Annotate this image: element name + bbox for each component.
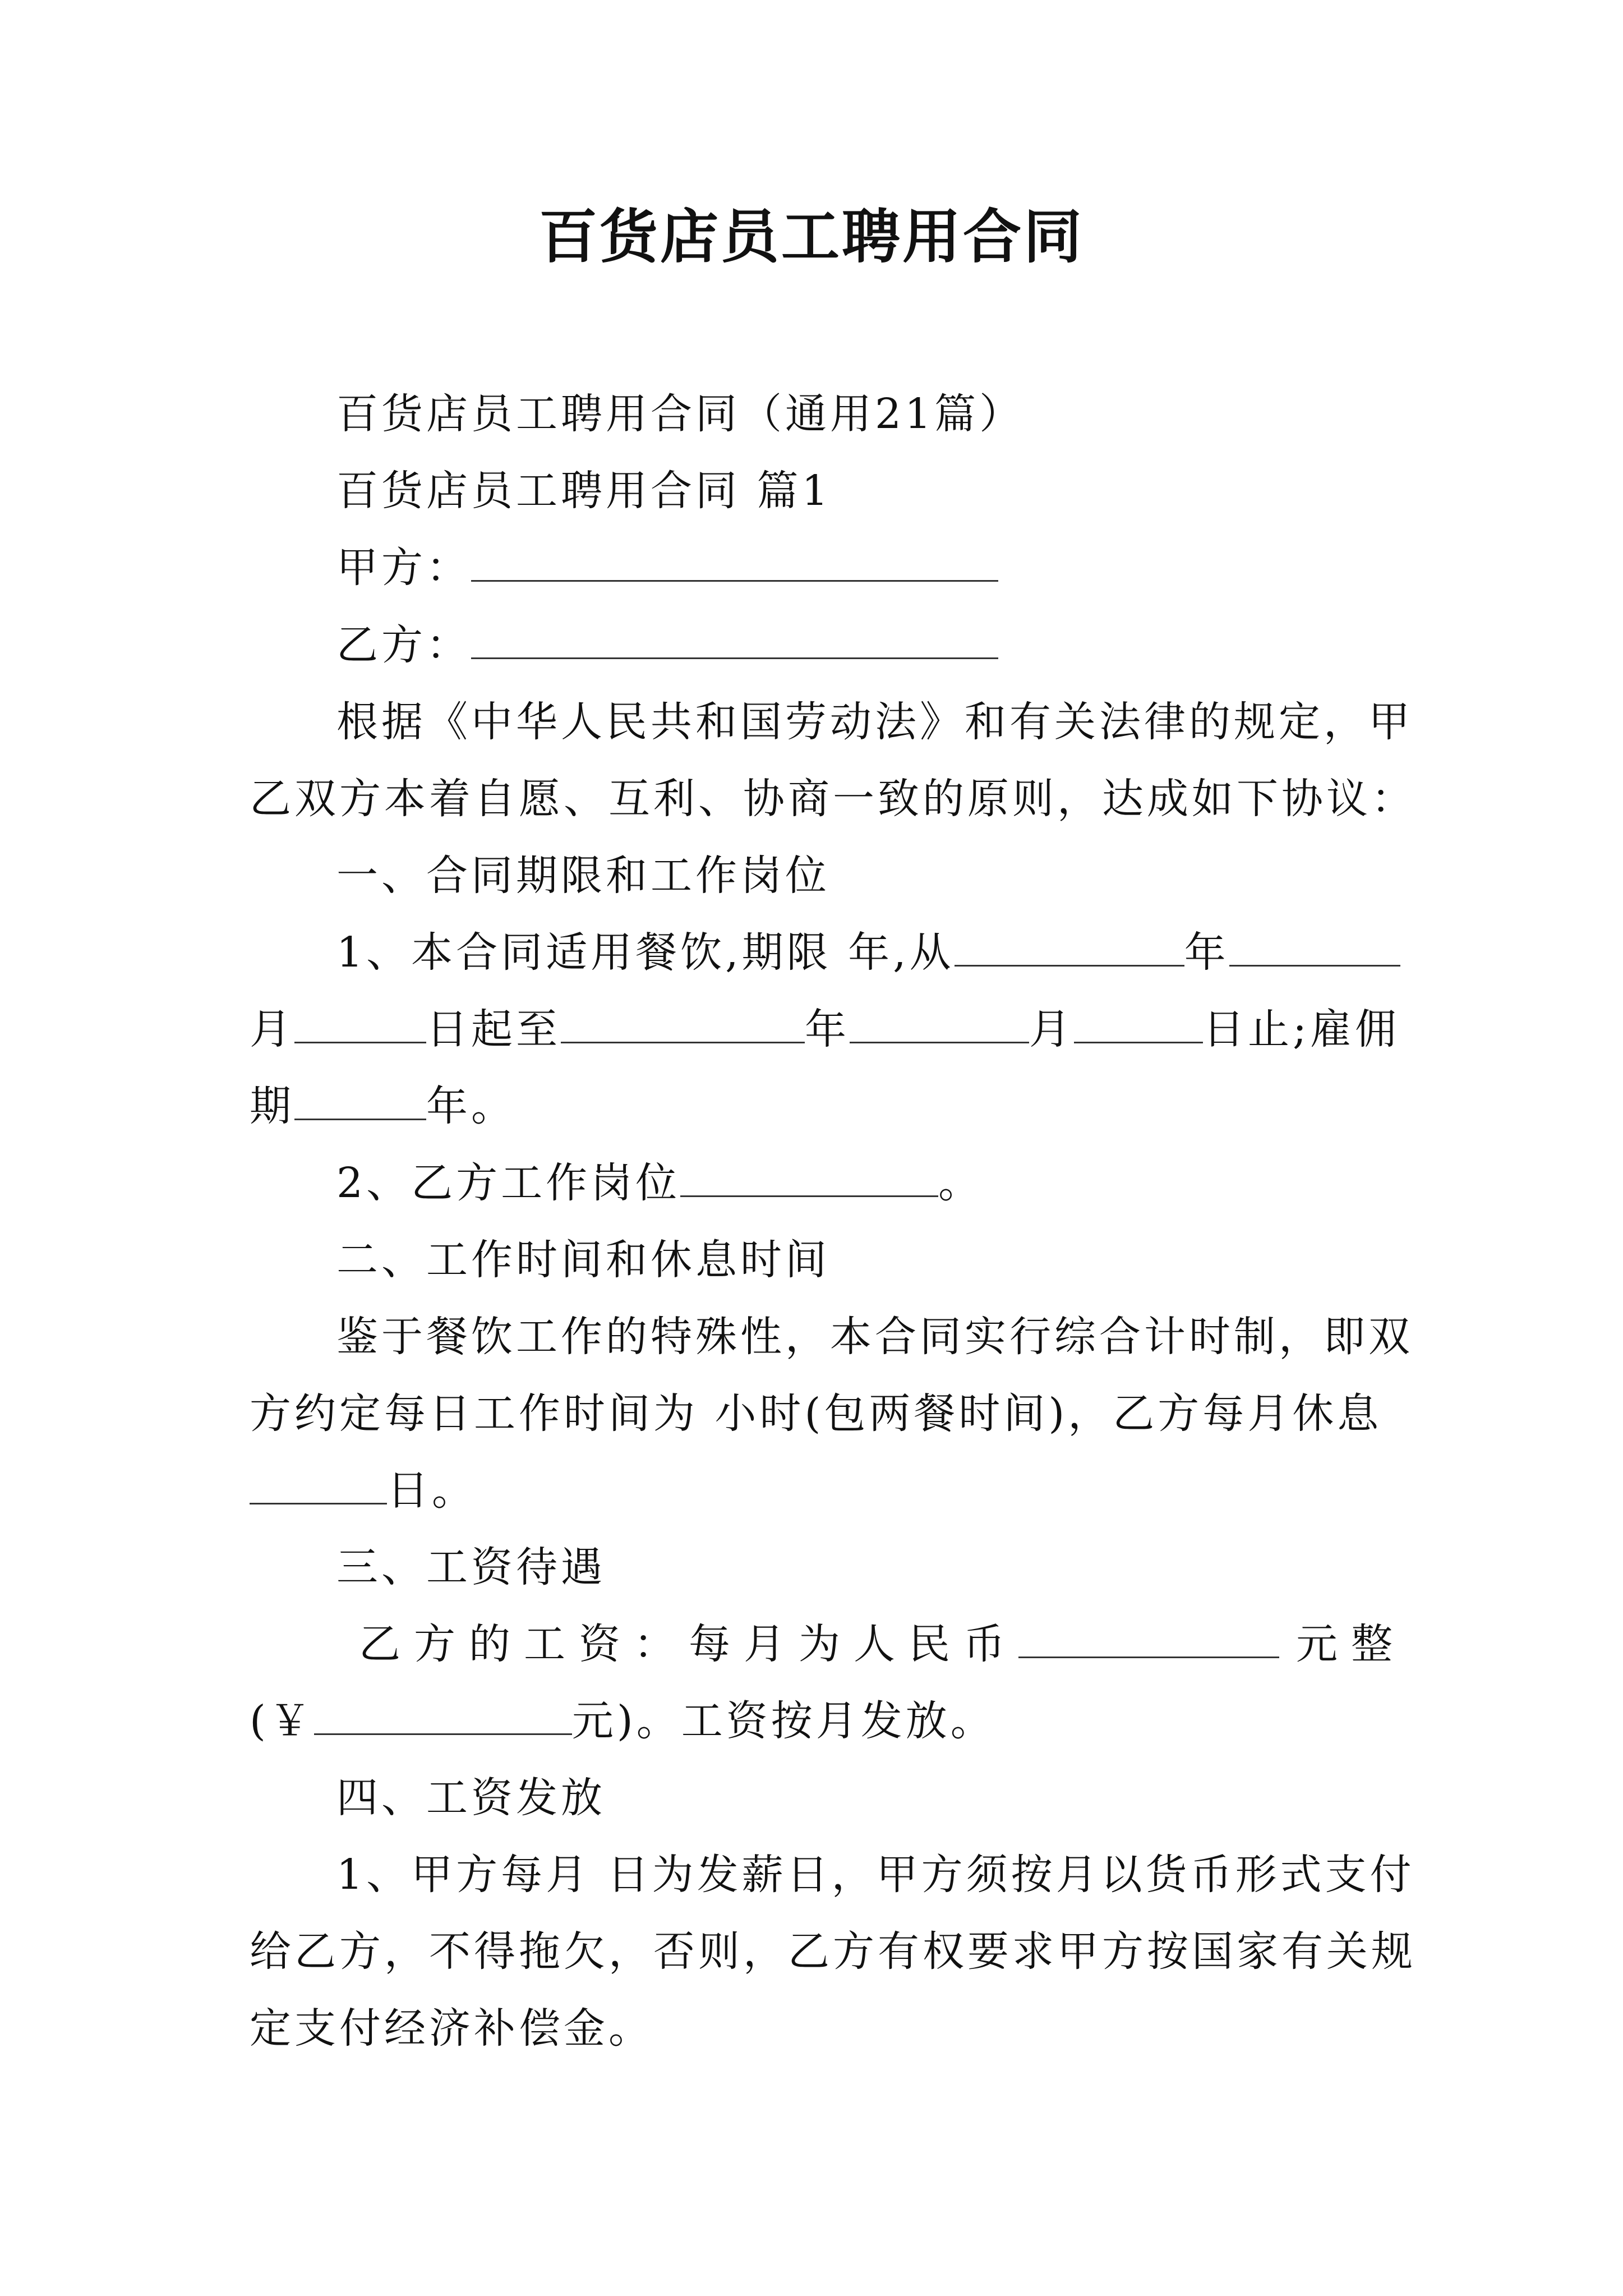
section-heading: 百货店员工聘用合同 篇1 — [336, 467, 832, 515]
clause-text: 元整 — [1296, 1620, 1406, 1668]
clause-1-1-line-1 — [336, 924, 1382, 981]
section-2-line-3 — [250, 1462, 1382, 1519]
clause-text: 年 — [805, 1005, 850, 1053]
clause-text: 年 — [1184, 928, 1229, 977]
intro-line-1: 根据《中华人民共和国劳动法》和有关法律的规定，甲 — [336, 698, 1413, 746]
rest-days-blank — [250, 1468, 387, 1504]
clause-text: 月 — [250, 1005, 294, 1053]
section-4-line-2: 给乙方，不得拖欠，否则，乙方有权要求甲方按国家有关规 — [250, 1927, 1416, 1976]
section-4-line-1: 1、甲方每月 日为发薪日，甲方须按月以货币形式支付 — [336, 1851, 1415, 1899]
clause-text: 月 — [1029, 1005, 1074, 1053]
party-a-label: 甲方： — [336, 544, 471, 592]
intro-line-2: 乙双方本着自愿、互利、协商一致的原则，达成如下协议： — [250, 775, 1416, 823]
section-2-line-2: 方约定每日工作时间为 小时(包两餐时间)，乙方每月休息 — [250, 1389, 1382, 1438]
start-year-blank — [955, 930, 1184, 967]
party-b-label: 乙方： — [336, 621, 471, 669]
document-subtitle: 百货店员工聘用合同（通用21篇） — [336, 390, 1025, 438]
end-day-blank — [1074, 1007, 1203, 1043]
end-year-blank — [561, 1007, 805, 1043]
section-3-line-2 — [250, 1693, 1382, 1749]
clause-text: 日。 — [387, 1466, 477, 1515]
end-month-blank — [850, 1007, 1029, 1043]
clause-text: 乙方的工资：每月为人民币 — [359, 1620, 1018, 1668]
employment-term-blank — [294, 1084, 426, 1120]
clause-1-1-line-2 — [250, 1001, 1400, 1057]
salary-figure-blank — [314, 1699, 572, 1735]
clause-text: 元)。工资按月发放。 — [571, 1697, 995, 1745]
start-month-blank — [1229, 930, 1400, 967]
section-3-line-1 — [359, 1616, 1406, 1672]
party-b-line — [336, 617, 1382, 673]
section-3-heading: 三、工资待遇 — [336, 1543, 606, 1591]
section-4-line-3: 定支付经济补偿金。 — [250, 2004, 653, 2053]
salary-blank — [1018, 1622, 1279, 1658]
post-blank — [680, 1161, 938, 1197]
document-title: 百货店员工聘用合同 — [538, 202, 1084, 271]
party-a-blank — [471, 545, 998, 582]
clause-text: 年。 — [426, 1082, 516, 1130]
clause-text: 日止;雇佣 — [1203, 1005, 1400, 1053]
clause-text: 。 — [938, 1159, 984, 1207]
section-2-line-1: 鉴于餐饮工作的特殊性，本合同实行综合计时制，即双 — [336, 1313, 1413, 1361]
clause-text: 1、本合同适用餐饮,期限 年,从 — [336, 928, 955, 977]
start-day-blank — [294, 1007, 426, 1043]
clause-1-2 — [336, 1155, 1382, 1211]
clause-text: (￥ — [250, 1697, 314, 1745]
clause-text: 2、乙方工作岗位 — [336, 1159, 681, 1207]
clause-text: 期 — [250, 1082, 294, 1130]
clause-text: 日起至 — [426, 1005, 561, 1053]
clause-1-1-line-3 — [250, 1078, 1382, 1134]
section-1-heading: 一、合同期限和工作岗位 — [336, 852, 830, 900]
section-2-heading: 二、工作时间和休息时间 — [336, 1236, 830, 1284]
party-b-blank — [471, 623, 998, 659]
party-a-line — [336, 540, 1382, 596]
section-4-heading: 四、工资发放 — [336, 1774, 606, 1822]
